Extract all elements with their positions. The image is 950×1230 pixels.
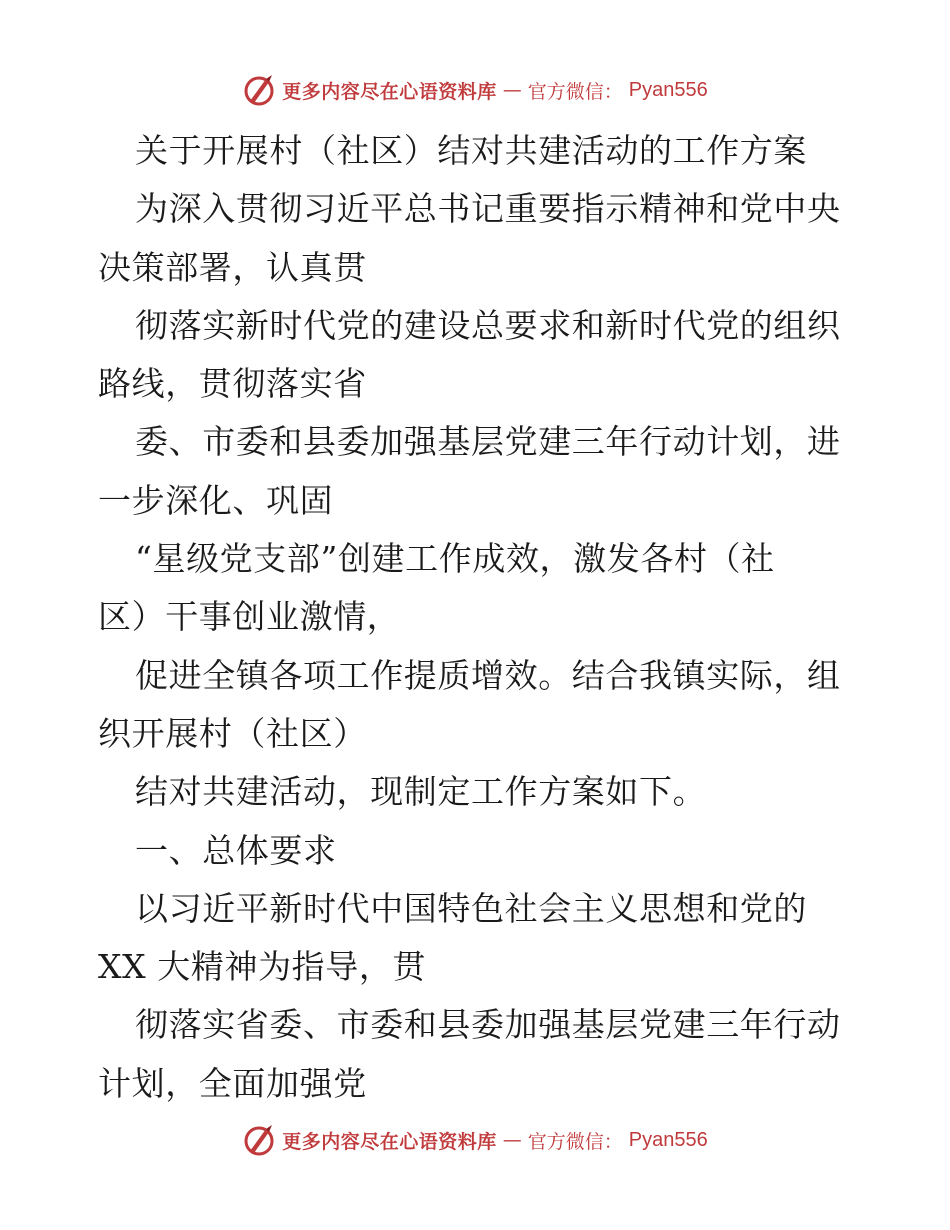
paragraph-line: 彻落实省委、市委和县委加强基层党建三年行动 [135, 1005, 841, 1045]
banner-slogan: 更多内容尽在心语资料库 [282, 80, 497, 103]
wechat-id: Pyan556 [628, 78, 708, 101]
paragraph-line: 计划，全面加强党 [98, 1063, 367, 1103]
paragraph-line: 为深入贯彻习近平总书记重要指示精神和党中央 [135, 189, 841, 229]
document-title: 关于开展村（社区）结对共建活动的工作方案 [135, 131, 807, 170]
quill-pen-logo-icon [242, 1123, 276, 1157]
paragraph-line: 决策部署，认真贯 [98, 247, 367, 287]
banner-separator: — [502, 1129, 522, 1151]
paragraph-line: 一步深化、巩固 [98, 480, 334, 520]
document-body [98, 122, 858, 1113]
header-banner [0, 70, 950, 110]
paragraph-line: XX 大精神为指导，贯 [98, 947, 427, 987]
paragraph-line: 区）干事创业激情， [98, 597, 401, 637]
paragraph-line: 促进全镇各项工作提质增效。结合我镇实际，组 [135, 655, 841, 695]
section-heading: 一、总体要求 [135, 830, 337, 870]
quill-pen-logo-icon [242, 73, 276, 107]
paragraph-line: 委、市委和县委加强基层党建三年行动计划，进 [135, 422, 841, 462]
paragraph-line: 以习近平新时代中国特色社会主义思想和党的 [135, 888, 807, 928]
paragraph-line: “星级党支部”创建工作成效，激发各村（社 [135, 539, 775, 579]
wechat-label: 官方微信： [527, 1130, 623, 1153]
wechat-id: Pyan556 [628, 1128, 708, 1151]
paragraph-line: 织开展村（社区） [98, 713, 367, 753]
footer-banner [0, 1120, 950, 1160]
paragraph-line: 路线，贯彻落实省 [98, 364, 367, 404]
paragraph-line: 结对共建活动，现制定工作方案如下。 [135, 772, 707, 812]
paragraph-line: 彻落实新时代党的建设总要求和新时代党的组织 [135, 305, 841, 345]
banner-slogan: 更多内容尽在心语资料库 [282, 1130, 497, 1153]
wechat-label: 官方微信： [527, 80, 623, 103]
banner-separator: — [502, 79, 522, 101]
